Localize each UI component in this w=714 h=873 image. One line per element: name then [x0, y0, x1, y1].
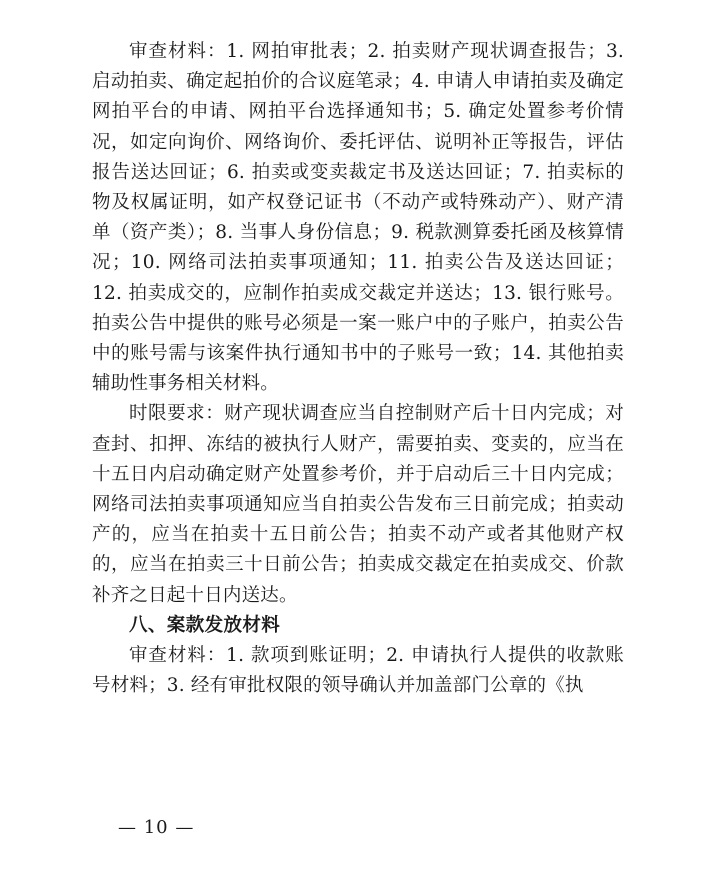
review-materials-paragraph: 审查材料：1. 网拍审批表；2. 拍卖财产现状调查报告；3. 启动拍卖、确定起拍价的合议庭笔录；4. 申请人申请拍卖及确定网拍平台的申请、网拍平台选择通知书；5. 确定处置参考价情况，如定向询价、网络询价、委托评估、说明补正等报告，评估报告送达回证；6. 拍卖或变卖裁定书及送达回证；7. 拍卖标的物及权属证明，如产权登记证书（不动产或特殊动产）、财产清单（资产类）；8. 当事人身份信息；9. 税款测算委托函及核算情况；10. 网络司法拍卖事项通知；11. 拍卖公告及送达回证；12. 拍卖成交的，应制作拍卖成交裁定并送达；13. 银行账号。拍卖公告中提供的账号必须是一案一账户中的子账户，拍卖公告中的账号需与该案件执行通知书中的子账号一致；14. 其他拍卖辅助性事务相关材料。 — [92, 41, 624, 395]
time-limits-paragraph: 时限要求：财产现状调查应当自控制财产后十日内完成；对查封、扣押、冻结的被执行人财产，需要拍卖、变卖的，应当在十五日内启动确定财产处置参考价，并于启动后三十日内完成；网络司法拍卖事项通知应当自拍卖公告发布三日前完成；拍卖动产的，应当在拍卖十五日前公告；拍卖不动产或者其他财产权的，应当在拍卖三十日前公告；拍卖成交裁定在拍卖成交、价款补齐之日起十日内送达。 — [92, 403, 624, 606]
section-heading-case-payment-materials: 八、案款发放材料 — [129, 614, 281, 636]
case-payment-review-materials-paragraph: 审查材料：1. 款项到账证明；2. 申请执行人提供的收款账号材料；3. 经有审批权限的领导确认并加盖部门公章的《执 — [92, 645, 624, 697]
document-body — [92, 37, 624, 701]
page-number: — 10 — — [118, 817, 195, 838]
